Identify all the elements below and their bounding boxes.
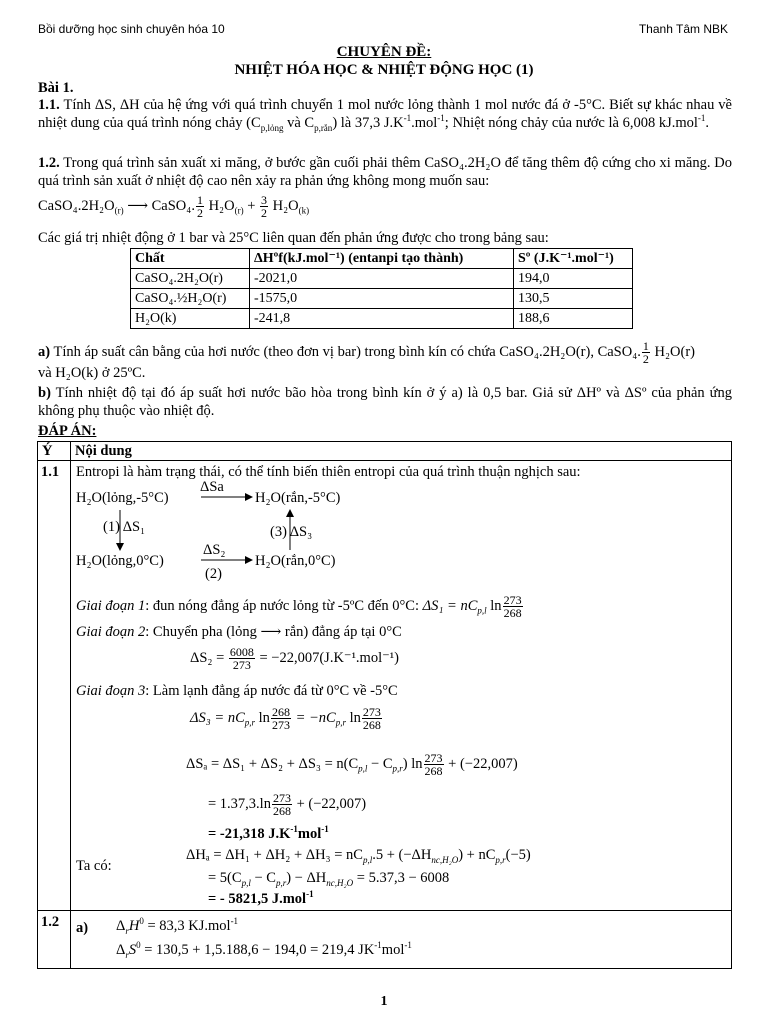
delta-rh-equation: $\Delta_rH^0 = 83,3$ KJ.mol$^{-1}$ — [116, 916, 239, 936]
question-1-2: 1.2. Trong quá trình sản xuất xi măng, ở bước gần cuối phải thêm CaSO₄.2H₂O để tăng thêm độ cứng cho xi măng. Do quá trình sản xuất ở nhiệt độ cao nên xảy ra phản ứng không mong muốn sau: — [38, 155, 732, 189]
delta-h-numeric: = $5(C_{p,l} - C_{p,r}) - \Delta H_{nc,H_2O} = 5.37,3 - 6008$ — [208, 870, 450, 888]
header-right: Thanh Tâm NBK — [638, 22, 728, 36]
stage-1: Giai đoạn 1: đun nóng đẳng áp nước lỏng từ -5ºC đến 0°C: $\Delta S_1 = nC_{p,l}$ ln $\frac{273}{268}$ — [76, 593, 522, 620]
fraction-half: $\frac{1}{2}$ — [642, 339, 649, 366]
table-row — [131, 269, 633, 289]
reaction-equation: $CaSO_4.2H_2O_{(r)}$ ⟶ CaSO₄. $\frac{1}{2}$ $H_2O_{(r)}$ + $\frac{3}{2}$ $H_2O_{(k)}$ — [38, 193, 310, 220]
fraction-half: $\frac{1}{2}$ — [196, 193, 203, 220]
row-label-1-1: 1.1 — [41, 464, 60, 480]
state-solid-minus5: H₂O(rắn,-5°C) — [255, 490, 341, 506]
row-label-1-2: 1.2 — [41, 914, 60, 930]
answer-col-content: Nội dung — [75, 443, 132, 459]
label-step2: (2) — [205, 566, 222, 582]
delta-h-result: = - 5821,5 J.mol$^{-1}$ — [208, 889, 314, 907]
answer-part-a-label: a) — [76, 920, 89, 936]
thermo-properties-table — [130, 248, 633, 329]
table-intro: Các giá trị nhiệt động ở 1 bar và 25°C liên quan đến phản ứng được cho trong bảng sau: — [38, 230, 549, 246]
title-line-2: NHIỆT HÓA HỌC & NHIỆT ĐỘNG HỌC (1) — [234, 62, 534, 78]
table-cell: 188,6 — [514, 309, 633, 329]
fraction-three-halves: $\frac{3}{2}$ — [261, 193, 268, 220]
question-a-line2: và H₂O(k) ở 25ºC. — [38, 365, 146, 381]
table-cell: -2021,0 — [250, 269, 514, 289]
table-cell: -1575,0 — [250, 289, 514, 309]
entropy-intro: Entropi là hàm trạng thái, có thể tính biến thiên entropi của quá trình thuận nghịch sau: — [76, 464, 581, 480]
cycle-arrows — [70, 480, 370, 580]
state-liquid-minus5: H₂O(lỏng,-5°C) — [76, 490, 169, 506]
table-cell: 194,0 — [514, 269, 633, 289]
table-cell: CaSO₄.2H₂O(r) — [131, 269, 250, 289]
table-cell: -241,8 — [250, 309, 514, 329]
table-cell: CaSO₄.½H₂O(r) — [131, 289, 250, 309]
stage-3: Giai đoạn 3: Làm lạnh đẳng áp nước đá từ 0°C về -5°C — [76, 683, 398, 699]
ta-co-label: Ta có: — [76, 858, 112, 874]
state-liquid-0: H₂O(lỏng,0°C) — [76, 553, 164, 569]
answer-heading: ĐÁP ÁN: — [38, 423, 97, 439]
page-number: 1 — [380, 994, 388, 1009]
header-cell: Chất — [131, 249, 250, 269]
header-left: Bồi dưỡng học sinh chuyên hóa 10 — [38, 22, 225, 36]
question-a: a) Tính áp suất cân bằng của hơi nước (theo đơn vị bar) trong bình kín có chứa CaSO₄.2H₂O(r), CaSO₄. $\frac{1}{2}$ H₂O(r) — [38, 339, 696, 366]
label-ds2: ΔS₂ — [203, 542, 226, 558]
state-solid-0: H₂O(rắn,0°C) — [255, 553, 336, 569]
stage-2: Giai đoạn 2: Chuyển pha (lỏng ⟶ rắn) đẳng áp tại 0°C — [76, 624, 402, 640]
answer-table-header-line — [37, 460, 732, 461]
table-cell: H₂O(k) — [131, 309, 250, 329]
delta-sa-numeric: = 1.37,3.ln $\frac{273}{268}$ + (−22,007) — [208, 791, 367, 818]
delta-sa-equation: $\Delta S_a = \Delta S_1 + \Delta S_2 + \Delta S_3 = n(C_{p,l} - C_{p,r})$ ln $\frac{273}{268}$ + (−22,007) — [186, 751, 518, 778]
table-header-row — [131, 249, 633, 269]
table-cell: 130,5 — [514, 289, 633, 309]
delta-sa-result: = -21,318 $J.K^{-1}mol^{-1}$ — [208, 824, 329, 842]
question-1-1: 1.1. Tính ΔS, ΔH của hệ ứng với quá trình chuyển 1 mol nước lỏng thành 1 mol nước đá ở -5°C. Biết sự khác nhau về nhiệt dung của quá trình nóng chảy ($C_{p,lỏng}$ và $C_{p,rắn}$) là 37,3 $J.K^{-1}.mol^{-1}$; Nhiệt nóng chảy của nước là 6,008 kJ.mol$^{-1}$. — [38, 97, 732, 133]
question-b: b) Tính nhiệt độ tại đó áp suất hơi nước bão hòa trong bình kín ở ý a) là 0,5 bar. Giả sử ΔHº và ΔSº của phản ứng không phụ thuộc vào nhiệt độ. — [38, 385, 732, 419]
title-line-1: CHUYÊN ĐỀ: — [336, 44, 432, 60]
header-cell: Sº (J.K⁻¹.mol⁻¹) — [514, 249, 633, 269]
label-dsa: ΔSa — [200, 479, 224, 495]
delta-rs-equation: $\Delta_rS^0 = 130,5 + 1,5.188,6 - 194,0 = 219,4$ $JK^{-1}mol^{-1}$ — [116, 940, 412, 960]
answer-table-row-line — [37, 910, 732, 911]
label-ds1: (1) ΔS₁ — [103, 519, 146, 535]
label-ds3: (3) ΔS₃ — [270, 524, 313, 540]
table-row — [131, 309, 633, 329]
delta-h-equation: $\Delta H_a = \Delta H_1 + \Delta H_2 + \Delta H_3 = nC_{p,l}.5 + (-\Delta H_{nc,H_2O}) + nC_{p,r}(-5)$ — [186, 847, 531, 865]
stage-3-equation: $\Delta S_3 = nC_{p,r}$ ln $\frac{268}{273}$ = $-nC_{p,r}$ ln $\frac{273}{268}$ — [190, 705, 381, 732]
table-row — [131, 289, 633, 309]
stage-2-equation: ΔS₂ = $\frac{6008}{273}$ = −22,007(J.K⁻¹.mol⁻¹) — [190, 645, 399, 672]
answer-col-label: Ý — [42, 443, 53, 459]
problem-heading: Bài 1. — [38, 80, 74, 96]
header-cell: ΔHºf(kJ.mol⁻¹) (entanpi tạo thành) — [250, 249, 514, 269]
